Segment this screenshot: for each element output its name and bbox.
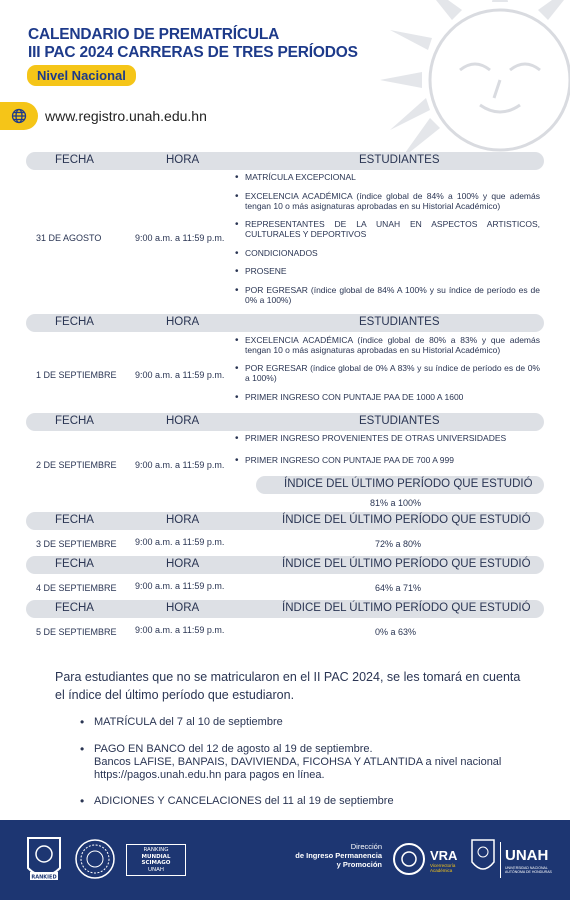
page-title (28, 26, 358, 62)
website-link[interactable]: www.registro.unah.edu.hn (45, 108, 207, 124)
note-item: • PAGO EN BANCO del 12 de agosto al 19 de septiembre. Bancos LAFISE, BANPAIS, DAVIVIENDA, FICOHSA Y ATLANTIDA a nivel nacional https://pagos.unah.edu.hn para pagos en línea. (94, 743, 514, 782)
direccion-line: y Promoción (336, 860, 382, 869)
rankied-text: RANKIED (31, 874, 57, 881)
list-item: • PRIMER INGRESO CON PUNTAJE PAA DE 700 A 999 (245, 456, 540, 466)
header-indice: ÍNDICE DEL ÚLTIMO PERÍODO QUE ESTUDIÓ (284, 478, 533, 490)
globe-badge (0, 102, 38, 130)
row-hora: 9:00 a.m. a 11:59 p.m. (135, 233, 225, 243)
list-item: • PROSENE (245, 267, 540, 277)
vra-subtitle (430, 863, 455, 873)
indice-value: 81% a 100% (370, 498, 422, 508)
divider (500, 842, 501, 878)
table-header (26, 512, 544, 530)
header-fecha: FECHA (55, 602, 94, 614)
header-hora: HORA (166, 316, 200, 328)
dipp-logo (392, 842, 426, 876)
unah-shield-logo (470, 838, 496, 878)
header-fecha: FECHA (55, 558, 94, 570)
table-header (26, 413, 544, 431)
header-fecha: FECHA (55, 154, 94, 166)
header-hora: HORA (166, 154, 200, 166)
list-item: • EXCELENCIA ACADÉMICA (índice global de 84% a 100% y que además tengan 10 o más asignaturas aprobadas en su Historial Académico) (245, 192, 540, 212)
list-item: • POR EGRESAR (índice global de 0% A 83% y su índice de período es de 0% a 100%) (245, 364, 540, 384)
unah-subtitle: UNIVERSIDAD NACIONAL AUTÓNOMA DE HONDURAS (505, 866, 552, 874)
row-date: 2 DE SEPTIEMBRE (36, 460, 117, 470)
direccion-text (280, 842, 382, 869)
title-line-1: CALENDARIO DE PREMATRÍCULA (28, 26, 280, 43)
list-item: • REPRESENTANTES DE LA UNAH EN ASPECTOS ARTISTICOS, CULTURALES Y DEPORTIVOS (245, 220, 540, 240)
row-hora: 9:00 a.m. a 11:59 p.m. (135, 581, 225, 591)
header-estudiantes: ESTUDIANTES (359, 415, 440, 427)
university-seal-logo (74, 838, 116, 880)
header-indice: ÍNDICE DEL ÚLTIMO PERÍODO QUE ESTUDIÓ (282, 514, 531, 526)
vra-sub-line: Académica (430, 868, 453, 873)
header-estudiantes: ESTUDIANTES (359, 154, 440, 166)
list-item: • MATRÍCULA EXCEPCIONAL (245, 173, 540, 183)
list-item: • CONDICIONADOS (245, 249, 540, 259)
globe-icon (11, 108, 27, 124)
header-hora: HORA (166, 415, 200, 427)
indice-header (256, 476, 544, 494)
table-header (26, 600, 544, 618)
table-header (26, 556, 544, 574)
header-hora: HORA (166, 558, 200, 570)
vra-logo: VRA (430, 848, 458, 863)
rankied-logo (24, 836, 64, 884)
scimago-ranking-logo (126, 844, 186, 876)
row-hora: 9:00 a.m. a 11:59 p.m. (135, 537, 225, 547)
header-indice: ÍNDICE DEL ÚLTIMO PERÍODO QUE ESTUDIÓ (282, 602, 531, 614)
row-date: 4 DE SEPTIEMBRE (36, 583, 117, 593)
header-fecha: FECHA (55, 415, 94, 427)
row-hora: 9:00 a.m. a 11:59 p.m. (135, 370, 225, 380)
direccion-line: de Ingreso Permanencia (295, 851, 382, 860)
header-estudiantes: ESTUDIANTES (359, 316, 440, 328)
list-item: • EXCELENCIA ACADÉMICA (índice global de 80% a 83% y que además tengan 10 o más asignaturas aprobadas en su Historial Académico) (245, 336, 540, 356)
table-header (26, 314, 544, 332)
row-date: 31 DE AGOSTO (36, 233, 102, 243)
vra-sub-line: Vicerrectoría (430, 863, 456, 868)
note-text: Para estudiantes que no se matricularon en el II PAC 2024, se les tomará en cuenta el índice del último período que estudiaron. (55, 670, 521, 702)
indice-value: 72% a 80% (375, 539, 422, 549)
list-item: • POR EGRESAR (índice global de 84% A 100% y su índice de período es de 0% a 100%) (245, 286, 540, 306)
ranking-line: RANKING (143, 847, 169, 853)
indice-value: 0% a 63% (375, 627, 417, 637)
ranking-line: SCIMAGO (141, 860, 171, 866)
ranking-line: MUNDIAL (141, 853, 171, 860)
direccion-line: Dirección (350, 842, 382, 851)
row-hora: 9:00 a.m. a 11:59 p.m. (135, 625, 225, 635)
note-item: • MATRÍCULA del 7 al 10 de septiembre (94, 716, 514, 729)
header-hora: HORA (166, 514, 200, 526)
row-date: 3 DE SEPTIEMBRE (36, 539, 117, 549)
unah-logo-text: UNAH (505, 847, 549, 864)
header-fecha: FECHA (55, 514, 94, 526)
header-fecha: FECHA (55, 316, 94, 328)
indice-value: 64% a 71% (375, 583, 422, 593)
list-item: • PRIMER INGRESO CON PUNTAJE PAA DE 1000 A 1600 (245, 393, 540, 403)
ranking-line: UNAH (147, 866, 165, 873)
table-header (26, 152, 544, 170)
note-item: • ADICIONES Y CANCELACIONES del 11 al 19 de septiembre (94, 795, 514, 808)
row-hora: 9:00 a.m. a 11:59 p.m. (135, 460, 225, 470)
header-hora: HORA (166, 602, 200, 614)
row-date: 5 DE SEPTIEMBRE (36, 627, 117, 637)
list-item: • PRIMER INGRESO PROVENIENTES DE OTRAS UNIVERSIDADES (245, 434, 540, 444)
level-badge: Nivel Nacional (27, 65, 136, 86)
header-indice: ÍNDICE DEL ÚLTIMO PERÍODO QUE ESTUDIÓ (282, 558, 531, 570)
footer (0, 820, 570, 900)
title-line-2: III PAC 2024 CARRERAS DE TRES PERÍODOS (28, 44, 358, 61)
row-date: 1 DE SEPTIEMBRE (36, 370, 117, 380)
